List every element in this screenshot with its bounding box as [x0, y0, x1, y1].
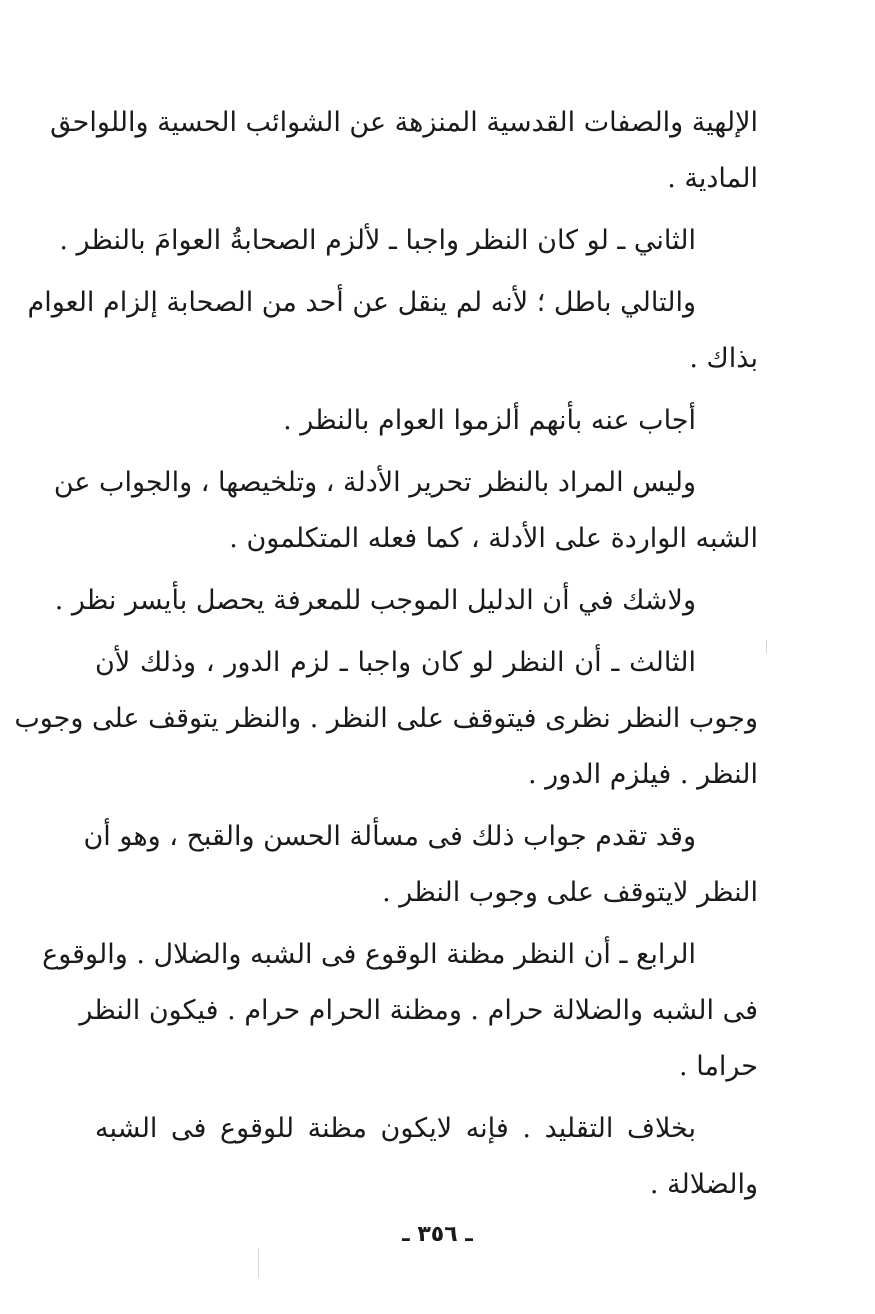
paragraph: [53, 455, 758, 567]
paragraph: [95, 393, 758, 449]
text-line: والضلالة .: [649, 1169, 758, 1200]
text-line: الثالث ـ أن النظر لو كان واجبا ـ لزم الدور ، وذلك لأن: [95, 647, 696, 678]
paragraph: [54, 573, 758, 629]
text-line: النظر لايتوقف على وجوب النظر .: [382, 877, 758, 908]
text-line: حراما .: [679, 1051, 758, 1082]
text-line: الإلهية والصفات القدسية المنزهة عن الشوائب الحسية واللواحق: [50, 107, 758, 138]
text-line: الشبه الواردة على الأدلة ، كما فعله المتكلمون .: [229, 523, 758, 554]
text-line: المادية .: [667, 163, 758, 194]
page-number: ـ ٣٥٦ ـ: [402, 1222, 473, 1247]
text-line: ولاشك في أن الدليل الموجب للمعرفة يحصل بأيسر نظر .: [54, 585, 696, 616]
scan-speck: [766, 640, 767, 654]
text-line: وجوب النظر نظرى فيتوقف على النظر . والنظر يتوقف على وجوب: [14, 703, 758, 734]
text-line: وقد تقدم جواب ذلك فى مسألة الحسن والقبح ، وهو أن: [83, 821, 696, 852]
text-line: الرابع ـ أن النظر مظنة الوقوع فى الشبه والضلال . والوقوع: [42, 939, 696, 970]
paragraph: [59, 213, 758, 269]
text-line: النظر . فيلزم الدور .: [527, 759, 758, 790]
text-line: بذاك .: [689, 343, 758, 374]
text-line: بخلاف التقليد . فإنه لايكون مظنة للوقوع فى الشبه: [95, 1113, 696, 1144]
paragraph: [50, 95, 758, 207]
paragraph: [42, 927, 758, 1095]
page-body: [14, 95, 758, 1219]
text-line: فى الشبه والضلالة حرام . ومظنة الحرام حرام . فيكون النظر: [79, 995, 758, 1026]
paragraph: [27, 275, 758, 387]
text-line: وليس المراد بالنظر تحرير الأدلة ، وتلخيصها ، والجواب عن: [53, 467, 696, 498]
paragraph: [14, 635, 758, 803]
scan-speck: [258, 1248, 259, 1278]
paragraph: [95, 1101, 758, 1213]
paragraph: [83, 809, 758, 921]
text-line: والتالي باطل ؛ لأنه لم ينقل عن أحد من الصحابة إلزام العوام: [27, 287, 696, 318]
text-line: أجاب عنه بأنهم ألزموا العوام بالنظر .: [283, 405, 696, 436]
text-line: الثاني ـ لو كان النظر واجبا ـ لألزم الصحابةُ العوامَ بالنظر .: [59, 225, 696, 256]
